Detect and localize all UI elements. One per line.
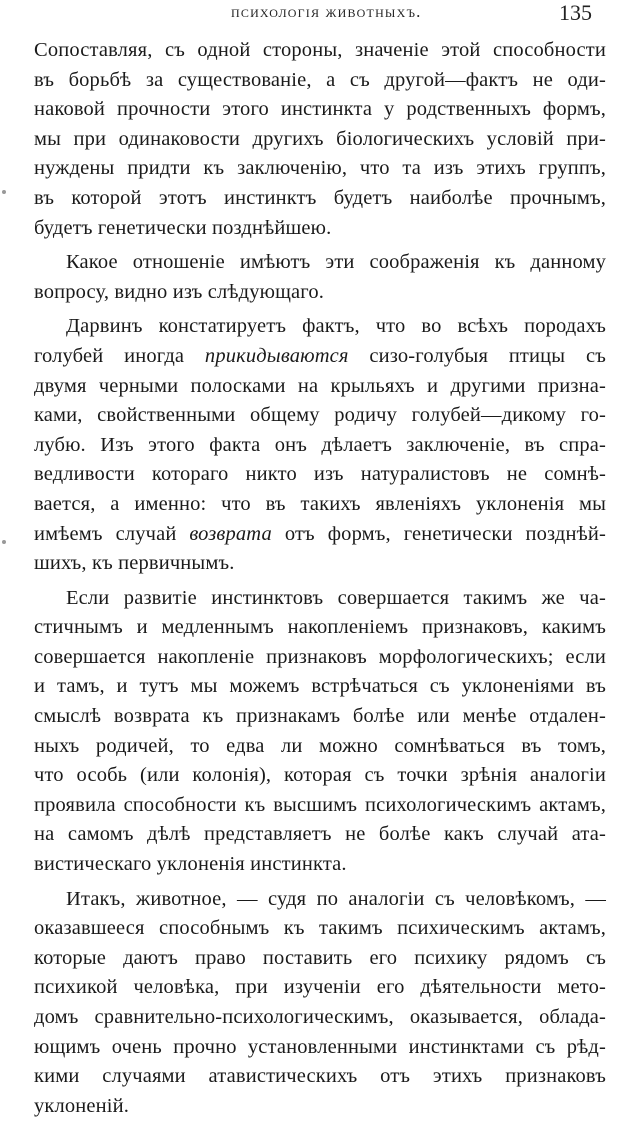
text-line: наковой прочности этого инстинкта у родственныхъ формъ, — [34, 98, 606, 121]
text-line: домъ сравнительно-психологическимъ, оказывается, облада- — [34, 1006, 606, 1028]
text-line: ками, свойственными общему родичу голубей—дикому го- — [34, 404, 606, 427]
text-line: Сопоставляя, съ одной стороны, значеніе этой способности — [34, 39, 606, 61]
text-line: стичнымъ и медленнымъ накопленіемъ признаковъ, какимъ — [34, 616, 606, 639]
text-line: двумя черными полосками на крыльяхъ и другими призна- — [34, 374, 606, 397]
body-text — [34, 36, 606, 1126]
text-line: проявила способности къ высшимъ психологическимъ актамъ, — [34, 793, 606, 816]
paragraph — [34, 312, 606, 578]
emphasized-word: прикидываются — [204, 344, 349, 367]
text-line: въ которой этотъ инстинктъ будетъ наиболѣе прочнымъ, — [34, 186, 606, 209]
text-line: кими случаями атавистическихъ отъ этихъ признаковъ — [34, 1065, 606, 1088]
text-line: Если развитіе инстинктовъ совершается такимъ же ча- — [66, 586, 606, 609]
text-line: лубю. Изъ этого факта онъ дѣлаетъ заключеніе, въ спра- — [34, 433, 606, 456]
margin-speck — [2, 190, 6, 194]
text-line: совершается накопленіе признаковъ морфологическихъ; если — [34, 645, 606, 668]
text-line: которые даютъ право поставить его психику рядомъ съ — [34, 946, 606, 969]
text-line: вается, а именно: что въ такихъ явленіяхъ уклоненія мы — [34, 492, 606, 515]
text-line: нуждены придти къ заключенію, что та изъ этихъ группъ, — [34, 157, 606, 180]
running-title: психологія животныхъ. — [231, 2, 422, 21]
text-line: психикой человѣка, при изученіи его дѣятельности мето- — [34, 976, 606, 999]
paragraph — [34, 36, 606, 243]
text-line: что особь (или колонія), которая съ точки зрѣнія аналогіи — [34, 764, 606, 787]
text-line: вопросу, видно изъ слѣдующаго. — [34, 280, 325, 303]
text-line: смыслѣ возврата къ признакамъ болѣе или менѣе отдален- — [34, 705, 606, 728]
text-line: вистическаго уклоненія инстинкта. — [34, 853, 347, 876]
text-line: оказавшееся способнымъ къ такимъ психическимъ актамъ, — [34, 917, 606, 940]
text-line: Итакъ, животное, — судя по аналогіи съ человѣкомъ, — — [66, 887, 606, 910]
text-line: шихъ, къ первичнымъ. — [34, 552, 235, 575]
text-line: будетъ генетически позднѣйшею. — [34, 216, 332, 239]
emphasized-word: возврата — [189, 522, 272, 545]
text-line: уклоненій. — [34, 1094, 130, 1117]
text-line: ведливости котораго никто изъ натуралистовъ не сомнѣ- — [34, 463, 606, 486]
margin-speck — [2, 540, 6, 544]
text-line: ныхъ родичей, то едва ли можно сомнѣваться въ томъ, — [34, 734, 606, 757]
paragraph — [34, 248, 606, 307]
text-line: мы при одинаковости другихъ біологическихъ условій при- — [34, 127, 606, 150]
paragraph — [34, 584, 606, 880]
text-line: имѣемъ случай возврата отъ формъ, генетически позднѣй- — [34, 522, 606, 545]
text-line: и тамъ, и тутъ мы можемъ встрѣчаться съ уклоненіями въ — [34, 675, 606, 698]
text-line: въ борьбѣ за существованіе, а съ другой—фактъ не оди- — [34, 68, 606, 91]
text-line: Какое отношеніе имѣютъ эти соображенія къ данному — [66, 251, 606, 274]
text-line: на самомъ дѣлѣ представляетъ не болѣе какъ случай ата- — [34, 823, 606, 846]
running-head — [36, 2, 596, 24]
text-line: ющимъ очень прочно установленными инстинктами съ рѣд- — [34, 1035, 606, 1058]
text-line: голубей иногда прикидываются сизо-голубыя птицы съ — [34, 344, 606, 367]
paragraph — [34, 885, 606, 1122]
text-line: Дарвинъ констатируетъ фактъ, что во всѣхъ породахъ — [66, 315, 606, 338]
page-number: 135 — [559, 0, 592, 25]
